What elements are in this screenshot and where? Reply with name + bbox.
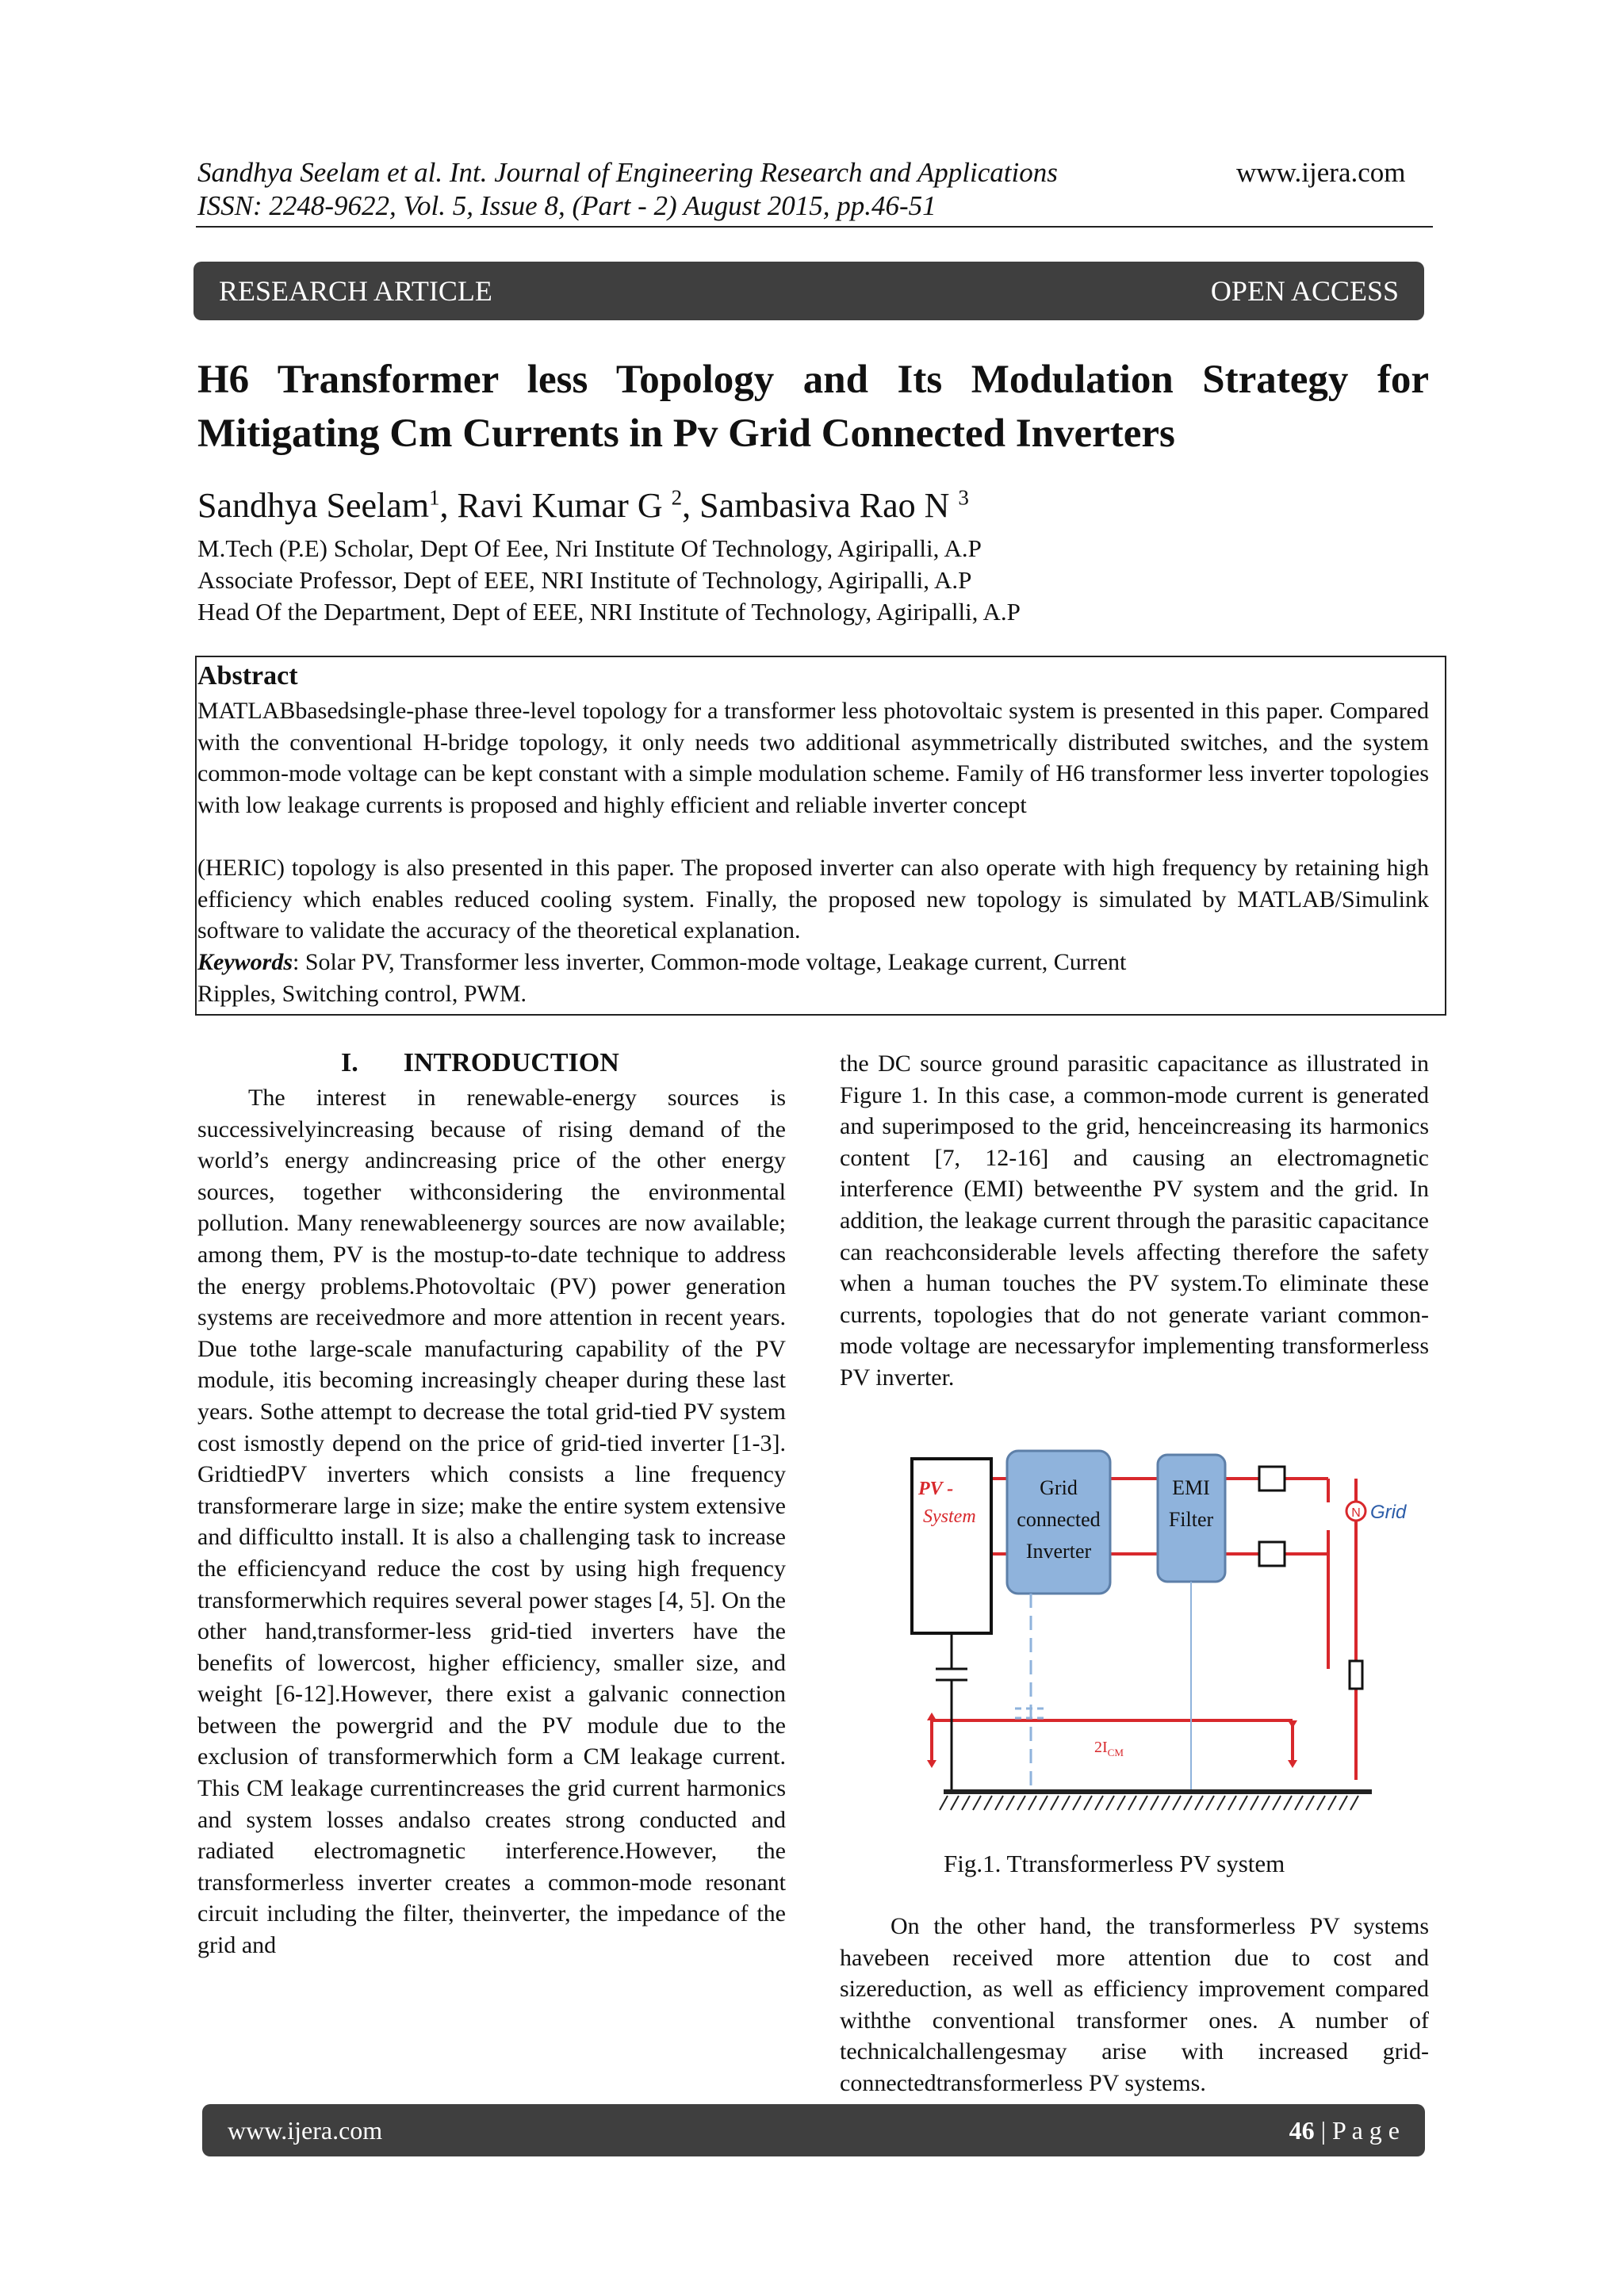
banner-open-access: OPEN ACCESS <box>1210 275 1399 307</box>
intro-paragraph-right-2: On the other hand, the transformerless PV systems havebeen received more attention due to cost and sizereduction, as well as efficiency improvement compared withthe conventional transformer ones. A number of technicalchallengesmay arise with increased grid-connectedtransformerless PV systems. <box>840 1913 1429 2096</box>
inverter-label-3: Inverter <box>1025 1540 1092 1563</box>
footer-page <box>1289 2116 1400 2145</box>
emi-label-1: EMI <box>1172 1476 1210 1499</box>
section-heading <box>341 1048 619 1078</box>
author-3-sup: 3 <box>958 485 969 510</box>
journal-line: Sandhya Seelam et al. Int. Journal of Engineering Research and Applications <box>197 157 1058 188</box>
abstract-paragraph-1: MATLABbasedsingle-phase three-level topology for a transformer less photovoltaic system is presented in this paper. Compared with the conventional H-bridge topology, it only needs two additional asymmetrically distributed switches, and the system common-mode voltage can be kept constant with a simple modulation scheme. Family of H6 transformer less inverter topologies with low leakage currents is proposed and highly efficient and reliable inverter concept <box>197 698 1429 818</box>
grid-impedance-1 <box>1259 1467 1285 1490</box>
grid-impedance-2 <box>1259 1542 1285 1566</box>
abstract-paragraph-2: (HERIC) topology is also presented in this paper. The proposed inverter can also operate with high frequency by retaining high efficiency which enables reduced cooling system. Finally, the proposed new topology is simulated by MATLAB/Simulink software to validate the accuracy of the theoretical explanation. <box>197 855 1429 943</box>
pv-system-figure <box>904 1447 1407 1835</box>
header-website: www.ijera.com <box>1236 157 1406 188</box>
ground-hatching <box>940 1796 1358 1810</box>
cm-current-label: $2I_{CM}$ <box>1094 1739 1124 1758</box>
banner-research-article: RESEARCH ARTICLE <box>219 275 492 307</box>
inverter-label-2: connected <box>1017 1508 1101 1531</box>
figure-caption: Fig.1. Ttransformerless PV system <box>944 1850 1285 1877</box>
header-rule <box>196 226 1433 228</box>
grid-label: Grid <box>1370 1502 1407 1523</box>
keywords-line-1 <box>197 947 1126 978</box>
pv-label-1: PV - <box>918 1479 954 1499</box>
paper-title: H6 Transformer less Topology and Its Modulation Strategy for Mitigating Cm Currents in Pv Grid Connected Inverters <box>197 358 1429 456</box>
author-list <box>197 485 969 526</box>
author-2-sup: 2 <box>671 485 683 510</box>
section-title: INTRODUCTION <box>403 1048 619 1077</box>
section-number: I. <box>341 1048 358 1077</box>
page-suffix: | P a g e <box>1314 2115 1400 2145</box>
right-column-bottom <box>840 1911 1429 2099</box>
circuit-wires <box>932 1479 1356 1780</box>
keywords-line-2: Ripples, Switching control, PWM. <box>197 981 527 1007</box>
right-column-top <box>840 1048 1429 1394</box>
footer-website: www.ijera.com <box>228 2115 383 2145</box>
left-column <box>197 1082 786 1961</box>
abstract-heading: Abstract <box>197 661 298 691</box>
intro-paragraph-right-1: the DC source ground parasitic capacitance as illustrated in Figure 1. In this case, a common-mode current is generated and superimposed to the grid, henceincreasing its harmonics content [7, 12-16] and causing an electromagnetic interference (EMI) betweenthe PV system and the grid. In addition, the leakage current through the parasitic capacitance can reachconsiderable levels affecting therefore the safety when a human touches the PV system.To eliminate these currents, topologies that do not generate variant common-mode voltage are necessaryfor implementing transformerless PV inverter. <box>840 1050 1429 1391</box>
affiliation-3: Head Of the Department, Dept of EEE, NRI Institute of Technology, Agiripalli, A.P <box>197 598 1021 626</box>
ground-impedance <box>1350 1661 1362 1689</box>
footer-bar <box>202 2104 1425 2156</box>
intro-paragraph-left: The interest in renewable-energy sources is successivelyincreasing because of rising demand of the world’s energy andincreasing price of the other energy sources, together withconsidering the environmental pollution. Many renewableenergy sources are now available; among them, PV is the mostup-to-date technique to address the energy problems.Photovoltaic (PV) power generation systems are receivedmore and more attention in recent years. Due tothe large-scale manufacturing capability of the PV module, itis becoming increasingly cheaper during these last years. Sothe attempt to decrease the total grid-tied PV system cost ismostly depend on the price of grid-tied inverter [1-3]. GridtiedPV inverters which consists a line frequency transformerare large in size; make the entire system extensive and difficultto install. It is also a challenging task to increase the efficiencyand reduce the cost by using high frequency transformerwhich requires several power stages [4, 5]. On the other hand,transformer-less grid-tied inverters have the benefits of lowercost, higher efficiency, smaller size, and weight [6-12].However, there exist a galvanic connection between the powergrid and the PV module due to the exclusion of transformerwhich form a CM leakage current. This CM leakage currentincreases the grid current harmonics and system losses andalso creates strong conducted and radiated electromagnetic interference.However, the transformerless inverter creates a common-mode resonant circuit including the filter, theinverter, the impedance of the grid and <box>197 1085 786 1959</box>
svg-text:N: N <box>1351 1506 1361 1520</box>
pv-label-2: System <box>923 1506 976 1527</box>
author-3: , Sambasiva Rao N <box>682 486 959 525</box>
article-banner <box>193 262 1424 320</box>
inverter-label-1: Grid <box>1040 1476 1078 1499</box>
author-2: , Ravi Kumar G <box>439 486 672 525</box>
author-1: Sandhya Seelam <box>197 486 430 525</box>
keywords-label: Keywords <box>197 949 293 975</box>
affiliation-2: Associate Professor, Dept of EEE, NRI Institute of Technology, Agiripalli, A.P <box>197 566 972 594</box>
emi-label-2: Filter <box>1168 1508 1214 1531</box>
issn-line: ISSN: 2248-9622, Vol. 5, Issue 8, (Part - 2) August 2015, pp.46-51 <box>197 190 936 221</box>
keywords-text-1: : Solar PV, Transformer less inverter, Common-mode voltage, Leakage current, Current <box>293 949 1127 975</box>
affiliation-1: M.Tech (P.E) Scholar, Dept Of Eee, Nri Institute Of Technology, Agiripalli, A.P <box>197 534 982 562</box>
author-1-sup: 1 <box>429 485 440 510</box>
page-number: 46 <box>1289 2115 1315 2145</box>
